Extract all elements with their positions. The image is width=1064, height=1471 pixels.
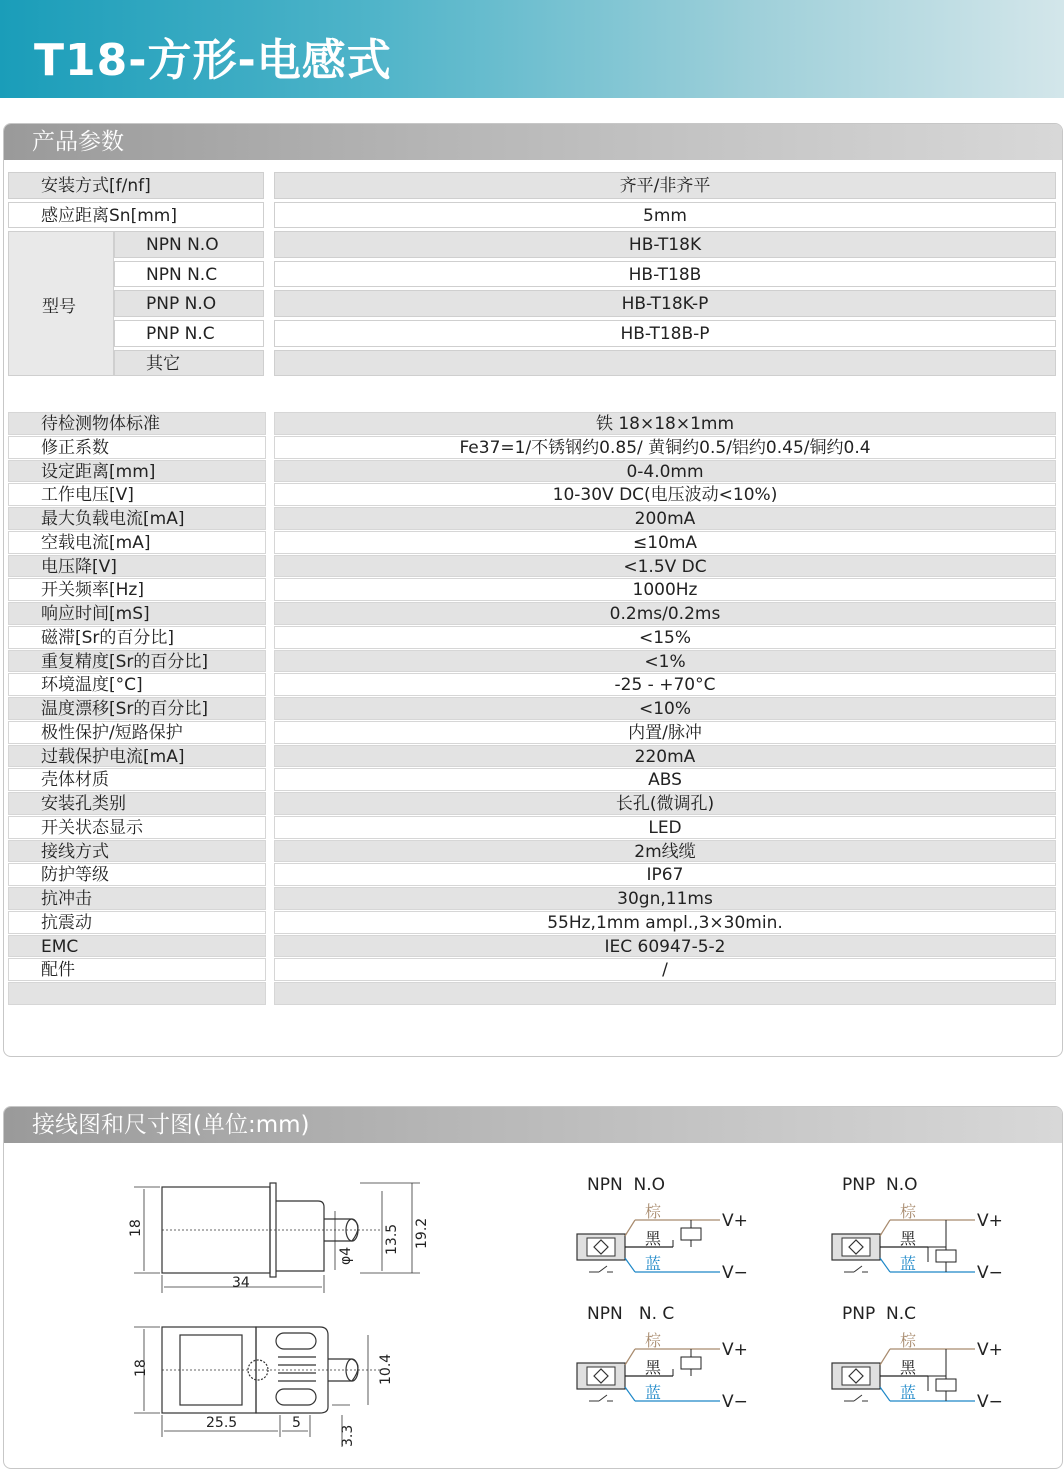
spec-label: 配件	[8, 958, 266, 981]
model-value: HB-T18K-P	[274, 290, 1056, 317]
spec-value: 铁 18×18×1mm	[274, 412, 1056, 435]
wire-blue-label: 蓝	[645, 1383, 662, 1402]
spec-value	[274, 982, 1056, 1005]
vminus-label: V−	[722, 1392, 748, 1412]
page-title: T18-方形-电感式	[34, 35, 392, 86]
spec-row	[8, 531, 1056, 555]
spec-label: 最大负载电流[mA]	[8, 507, 266, 530]
spec-value: 220mA	[274, 745, 1056, 768]
vminus-label: V−	[722, 1263, 748, 1283]
spec-label: 工作电压[V]	[8, 483, 266, 506]
wiring-title: PNP N.C	[842, 1304, 917, 1324]
spec-value: 2m线缆	[274, 840, 1056, 863]
model-value: HB-T18K	[274, 231, 1056, 258]
wiring-title: NPN N.O	[587, 1175, 665, 1195]
vplus-label: V+	[722, 1211, 748, 1231]
top-row-value: 5mm	[274, 202, 1056, 229]
spec-value: ≤10mA	[274, 531, 1056, 554]
wire-blue-label: 蓝	[900, 1383, 917, 1402]
spec-label: 空载电流[mA]	[8, 531, 266, 554]
spec-row	[8, 768, 1056, 792]
model-type: PNP N.C	[114, 320, 264, 347]
model-type: 其它	[114, 350, 264, 377]
spec-label: 安装孔类别	[8, 792, 266, 815]
spec-label: 抗震动	[8, 911, 266, 934]
spec-row	[8, 745, 1056, 769]
wiring-heading-unit: (单位:mm)	[193, 1112, 310, 1138]
dim-bottom-length: 25.5	[206, 1415, 238, 1431]
spec-row	[8, 887, 1056, 911]
wiring-diagram	[575, 1170, 775, 1290]
spec-value: 0.2ms/0.2ms	[274, 602, 1056, 625]
spec-label: 设定距离[mm]	[8, 460, 266, 483]
dim-top-height: 18	[128, 1219, 144, 1237]
spec-row	[8, 507, 1056, 531]
dim-bottom-d2: 3.3	[340, 1424, 356, 1447]
spec-value: ABS	[274, 768, 1056, 791]
title-banner	[0, 0, 1064, 98]
spec-label: 开关频率[Hz]	[8, 578, 266, 601]
top-row	[8, 201, 1056, 231]
spec-row	[8, 840, 1056, 864]
spec-value: <10%	[274, 697, 1056, 720]
model-value: HB-T18B-P	[274, 320, 1056, 347]
spec-value: 长孔(微调孔)	[274, 792, 1056, 815]
spec-label: 防护等级	[8, 863, 266, 886]
vminus-label: V−	[977, 1263, 1003, 1283]
spec-label: 壳体材质	[8, 768, 266, 791]
dimension-drawing	[120, 1175, 440, 1455]
spec-label: 过载保护电流[mA]	[8, 745, 266, 768]
dim-top-phi: φ4	[338, 1246, 354, 1265]
wire-black-label: 黑	[900, 1229, 917, 1248]
spec-label: 重复精度[Sr的百分比]	[8, 650, 266, 673]
spec-label: 开关状态显示	[8, 816, 266, 839]
model-label: 型号	[42, 297, 76, 318]
spec-row	[8, 626, 1056, 650]
spec-label: 温度漂移[Sr的百分比]	[8, 697, 266, 720]
wire-brown-label: 棕	[900, 1331, 917, 1350]
model-label-cell	[8, 231, 114, 376]
spec-label: 响应时间[mS]	[8, 602, 266, 625]
top-row-label: 安装方式[f/nf]	[8, 172, 264, 199]
model-value: HB-T18B	[274, 261, 1056, 288]
wiring-title: NPN N. C	[587, 1304, 675, 1324]
spec-value: 内置/脉冲	[274, 721, 1056, 744]
spec-row	[8, 602, 1056, 626]
dim-top-length: 34	[232, 1275, 250, 1291]
model-type: NPN N.O	[114, 231, 264, 258]
spec-row	[8, 578, 1056, 602]
wiring-title: PNP N.O	[842, 1175, 918, 1195]
spec-value: 1000Hz	[274, 578, 1056, 601]
spec-value: IEC 60947-5-2	[274, 935, 1056, 958]
spec-row	[8, 792, 1056, 816]
spec-value: 55Hz,1mm ampl.,3×30min.	[274, 911, 1056, 934]
spec-row	[8, 721, 1056, 745]
wire-black-label: 黑	[900, 1358, 917, 1377]
wiring-diagram	[830, 1170, 1030, 1290]
wiring-heading-title: 接线图和尺寸图	[32, 1112, 193, 1138]
spec-value: <1.5V DC	[274, 555, 1056, 578]
model-type: NPN N.C	[114, 261, 264, 288]
spec-row	[8, 816, 1056, 840]
spec-value: <1%	[274, 650, 1056, 673]
spec-row	[8, 460, 1056, 484]
spec-row	[8, 911, 1056, 935]
spec-value: 10-30V DC(电压波动<10%)	[274, 483, 1056, 506]
wiring-diagram	[830, 1299, 1030, 1419]
model-type: PNP N.O	[114, 290, 264, 317]
wire-brown-label: 棕	[900, 1202, 917, 1221]
spec-row	[8, 673, 1056, 697]
spec-label: 接线方式	[8, 840, 266, 863]
dim-bottom-d1: 10.4	[378, 1353, 394, 1385]
params-heading: 产品参数	[4, 124, 1062, 160]
spec-row	[8, 982, 1056, 1006]
spec-label: EMC	[8, 935, 266, 958]
spec-value: <15%	[274, 626, 1056, 649]
spec-row	[8, 412, 1056, 436]
spec-row	[8, 483, 1056, 507]
spec-label: 电压降[V]	[8, 555, 266, 578]
wire-black-label: 黑	[645, 1229, 662, 1248]
spec-row	[8, 555, 1056, 579]
wiring-diagram	[575, 1299, 775, 1419]
dim-bottom-height: 18	[133, 1359, 149, 1377]
dim-top-d1: 13.5	[384, 1223, 400, 1255]
top-spec-table	[8, 171, 1056, 379]
spec-value: 0-4.0mm	[274, 460, 1056, 483]
spec-value: IP67	[274, 863, 1056, 886]
dim-bottom-offset: 5	[292, 1415, 301, 1431]
top-row	[8, 171, 1056, 201]
spec-value: /	[274, 958, 1056, 981]
spec-label: 待检测物体标准	[8, 412, 266, 435]
wire-brown-label: 棕	[645, 1202, 662, 1221]
spec-label: 修正系数	[8, 436, 266, 459]
vplus-label: V+	[977, 1211, 1003, 1231]
wiring-heading	[4, 1107, 1062, 1143]
spec-row	[8, 436, 1056, 460]
wire-brown-label: 棕	[645, 1331, 662, 1350]
vplus-label: V+	[977, 1340, 1003, 1360]
spec-label: 抗冲击	[8, 887, 266, 910]
spec-label: 磁滞[Sr的百分比]	[8, 626, 266, 649]
spec-value: 30gn,11ms	[274, 887, 1056, 910]
spec-value: -25 - +70°C	[274, 673, 1056, 696]
wire-black-label: 黑	[645, 1358, 662, 1377]
spec-value: Fe37=1/不锈钢约0.85/ 黄铜约0.5/铝约0.45/铜约0.4	[274, 436, 1056, 459]
dim-top-d2: 19.2	[414, 1217, 430, 1249]
spec-label	[8, 982, 266, 1005]
spec-row	[8, 650, 1056, 674]
spec-label: 环境温度[°C]	[8, 673, 266, 696]
spec-row	[8, 863, 1056, 887]
top-row-value: 齐平/非齐平	[274, 172, 1056, 199]
spec-row	[8, 935, 1056, 959]
spec-row	[8, 697, 1056, 721]
vminus-label: V−	[977, 1392, 1003, 1412]
wire-blue-label: 蓝	[645, 1254, 662, 1273]
spec-value: LED	[274, 816, 1056, 839]
model-value	[274, 350, 1056, 377]
spec-row	[8, 958, 1056, 982]
spec-label: 极性保护/短路保护	[8, 721, 266, 744]
top-row-label: 感应距离Sn[mm]	[8, 202, 264, 229]
vplus-label: V+	[722, 1340, 748, 1360]
wire-blue-label: 蓝	[900, 1254, 917, 1273]
spec-value: 200mA	[274, 507, 1056, 530]
